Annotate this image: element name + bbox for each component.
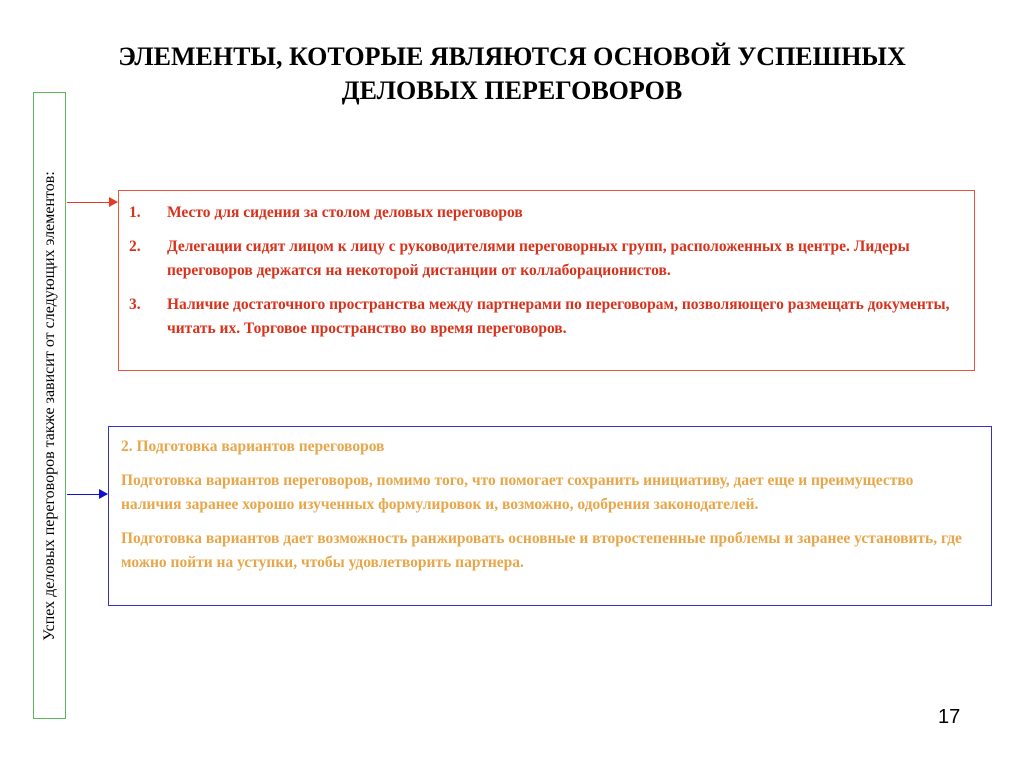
list-item (129, 201, 960, 225)
side-label-box (33, 92, 66, 719)
paragraph-1: Подготовка вариантов переговоров, помимо того, что помогает сохранить инициативу, дает еще и преимущество наличия заранее хорошо изученных формулировок и, возможно, одобрения законодателей. (121, 472, 914, 513)
list-item (129, 235, 960, 283)
item-text: Место для сидения за столом деловых переговоров (167, 204, 523, 221)
paragraph-2: Подготовка вариантов дает возможность ранжировать основные и второстепенные проблемы и заранее установить, где можно пойти на уступки, чтобы удовлетворить партнера. (121, 530, 962, 571)
item-text: Делегации сидят лицом к лицу с руководителями переговорных групп, расположенных в центре. Лидеры переговоров держатся на некоторой дистанции от коллаборационистов. (167, 238, 910, 279)
title-line-2: ДЕЛОВЫХ ПЕРЕГОВОРОВ (341, 76, 683, 105)
side-label: Успех деловых переговоров также зависит от следующих элементов: (40, 170, 58, 641)
seating-elements-box (118, 190, 975, 371)
item-text: Наличие достаточного пространства между партнерами по переговорам, позволяющего размещать документы, читать их. Торговое пространство во время переговоров. (167, 296, 950, 337)
list-item (129, 293, 960, 341)
blue-arrow-icon (67, 494, 107, 495)
slide-title (0, 40, 1024, 108)
options-preparation-box (108, 426, 992, 606)
item-number: 1. (129, 204, 141, 221)
item-number: 3. (129, 296, 141, 313)
red-arrow-icon (67, 202, 117, 203)
page-number: 17 (938, 706, 961, 728)
box-heading: 2. Подготовка вариантов переговоров (121, 438, 385, 455)
item-number: 2. (129, 238, 141, 255)
title-line-1: ЭЛЕМЕНТЫ, КОТОРЫЕ ЯВЛЯЮТСЯ ОСНОВОЙ УСПЕШНЫХ (118, 42, 906, 71)
